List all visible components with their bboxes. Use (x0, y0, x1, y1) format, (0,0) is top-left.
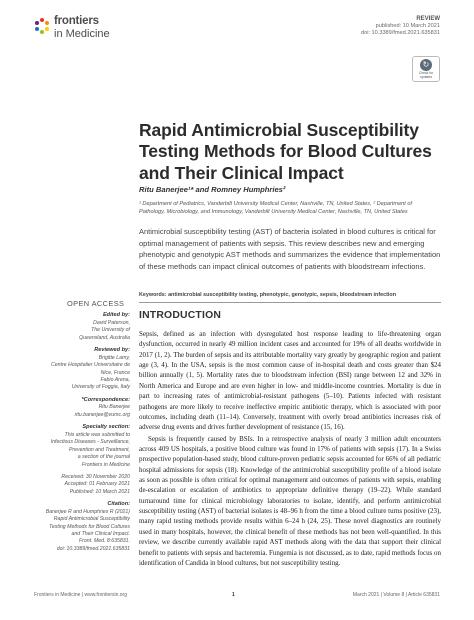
refresh-icon: ↻ (420, 59, 432, 71)
specialty-section-block (34, 424, 130, 469)
keywords-list: antimicrobial susceptibility testing, phenotypic, genotypic, sepsis, bloodstream infection (168, 292, 397, 298)
article-meta (361, 16, 440, 37)
section-heading: INTRODUCTION (139, 310, 222, 321)
page-number: 1 (232, 592, 235, 598)
correspondence-block (34, 397, 130, 420)
side-text: Received: 30 November 2020 Accepted: 01 February 2021 Published: 10 March 2021 (61, 473, 130, 495)
side-label: *Correspondence: (81, 396, 130, 403)
page-header (34, 16, 440, 56)
article-authors: Ritu Banerjee¹* and Romney Humphries² (139, 185, 286, 194)
side-label: Edited by: (102, 312, 130, 318)
article-type: REVIEW (416, 16, 440, 22)
side-text: This article was submitted to Infectious Diseases - Surveillance, Prevention and Treatment, a section of the journal Frontiers in Medicine (50, 432, 130, 468)
footer-issue: March 2021 | Volume 8 | Article 635831 (352, 592, 440, 598)
published-date: published: 10 March 2021 (375, 23, 440, 30)
author-affiliations: ¹ Department of Pediatrics, Vanderbilt University Medical Center, Nashville, TN, United States, ² Department of Pathology, Microbiology, and Immunology, Vanderbilt University Medical Center, Nashville, TN, United States (139, 201, 413, 216)
side-label: Specialty section: (82, 424, 130, 431)
body-text (139, 329, 441, 569)
side-text[interactable]: Ritu Banerjee ritu.banerjee@vumc.org (74, 404, 130, 418)
side-label: Citation: (107, 501, 130, 508)
logo-journal: in Medicine (54, 27, 110, 40)
frontiers-logo[interactable] (34, 16, 110, 40)
check-updates-label: Check for updates (418, 70, 434, 79)
page-footer (34, 592, 440, 600)
side-text: David Paterson, The University of Queensland, Australia (79, 319, 130, 341)
citation-block (34, 501, 130, 553)
side-label: Reviewed by: (94, 346, 130, 353)
keywords (139, 292, 441, 298)
side-text: Banerjee R and Humphries R (2021) Rapid Antimicrobial Susceptibility Testing Methods for Blood Cultures and Their Clinical Impact. Front. Med. 8:635831. doi: 10.3389/fmed.2021.635831 (45, 508, 130, 552)
edited-by-block (34, 312, 130, 342)
side-text: Brigitte Lamy, Centre Hospitalier Universitaire de Nice, France Fabio Arena, University of Foggia, Italy (51, 354, 130, 391)
logo-name: frontiers (54, 15, 99, 27)
frontiers-dots-icon (34, 18, 50, 34)
abstract: Antimicrobial susceptibility testing (AST) of bacteria isolated in blood cultures is critical for optimal management of patients with sepsis. This review describes new and emerging phenotypic and genotypic AST methods and summarizes the evidence that implementation of these methods can impact clinical outcomes of patients with bloodstream infections. (139, 227, 441, 271)
open-access-label: OPEN ACCESS (67, 299, 125, 308)
check-for-updates-badge[interactable] (412, 56, 440, 82)
section-divider (139, 302, 441, 303)
paragraph: Sepsis is frequently caused by BSIs. In a retrospective analysis of nearly 3 million adult encounters across 409 US hospitals, a positive blood culture was found in 17% of patients with sepsis (17). In a Swiss prospective population-based study, blood culture-proven pediatric sepsis accounted for 66% of all pediatric hospital admissions for sepsis (18). Knowledge of the antimicrobial susceptibility profile of a blood isolate as soon as possible is often critical for optimal management and outcomes of patients with sepsis, enabling de-escalation or escalation of antibiotics to appropriate definitive therapy (19–22). While standard turnaround time for clinical microbiology laboratories to isolate, identify, and perform antimicrobial susceptibility testing (AST) of bacterial isolates is 48–96 h from the time a blood culture turns positive (23), many rapid testing methods provide results within 6–24 h (24, 25). These novel diagnostics are routinely used in many hospitals, however, the clinical benefit of these methods has not been well-quantified. In this review, we describe currently available rapid AST methods along with the data that support their clinical benefit to patients with sepsis and bacteremia. Fungemia is not discussed, as to date, rapid methods focus on identification of Candida in blood cultures, but not susceptibility testing. (139, 434, 441, 567)
paragraph: Sepsis, defined as an infection with dysregulated host response leading to life-threatening organ dysfunction, occurred in nearly 49 million incident cases and accounted for 19% of all deaths worldwide in 2017 (1, 2). The burden of sepsis and its attributable mortality vary greatly by geographic region and patient age (3, 4). In the USA, sepsis is the most common cause of in-hospital death and costs greater than $24 billion annually (1, 5). Mortality rates due to bloodstream infection (BSI) range between 12 and 32% in North America and Europe and are even higher in low- and middle-income countries. Mortality is due in part to increasing rates of antimicrobial-resistant pathogens (5–10). Patients infected with resistant pathogens are more likely to receive ineffective empiric antibiotic therapy, which is associated with poor outcomes, including death (11–14). Conversely, treatment with overly broad antibiotics increases risk of adverse drug events and drives further development of resistance (15, 16). (139, 330, 441, 432)
article-title: Rapid Antimicrobial Susceptibility Testing Methods for Blood Cultures and Their Clinical Impact (139, 120, 432, 183)
dates-block (34, 474, 130, 496)
keywords-label: Keywords: (139, 292, 167, 298)
footer-journal[interactable]: Frontiers in Medicine | www.frontiersin.org (34, 592, 127, 598)
reviewed-by-block (34, 347, 130, 392)
article-info-sidebar (34, 312, 130, 558)
article-doi[interactable]: doi: 10.3389/fmed.2021.635831 (360, 29, 440, 36)
